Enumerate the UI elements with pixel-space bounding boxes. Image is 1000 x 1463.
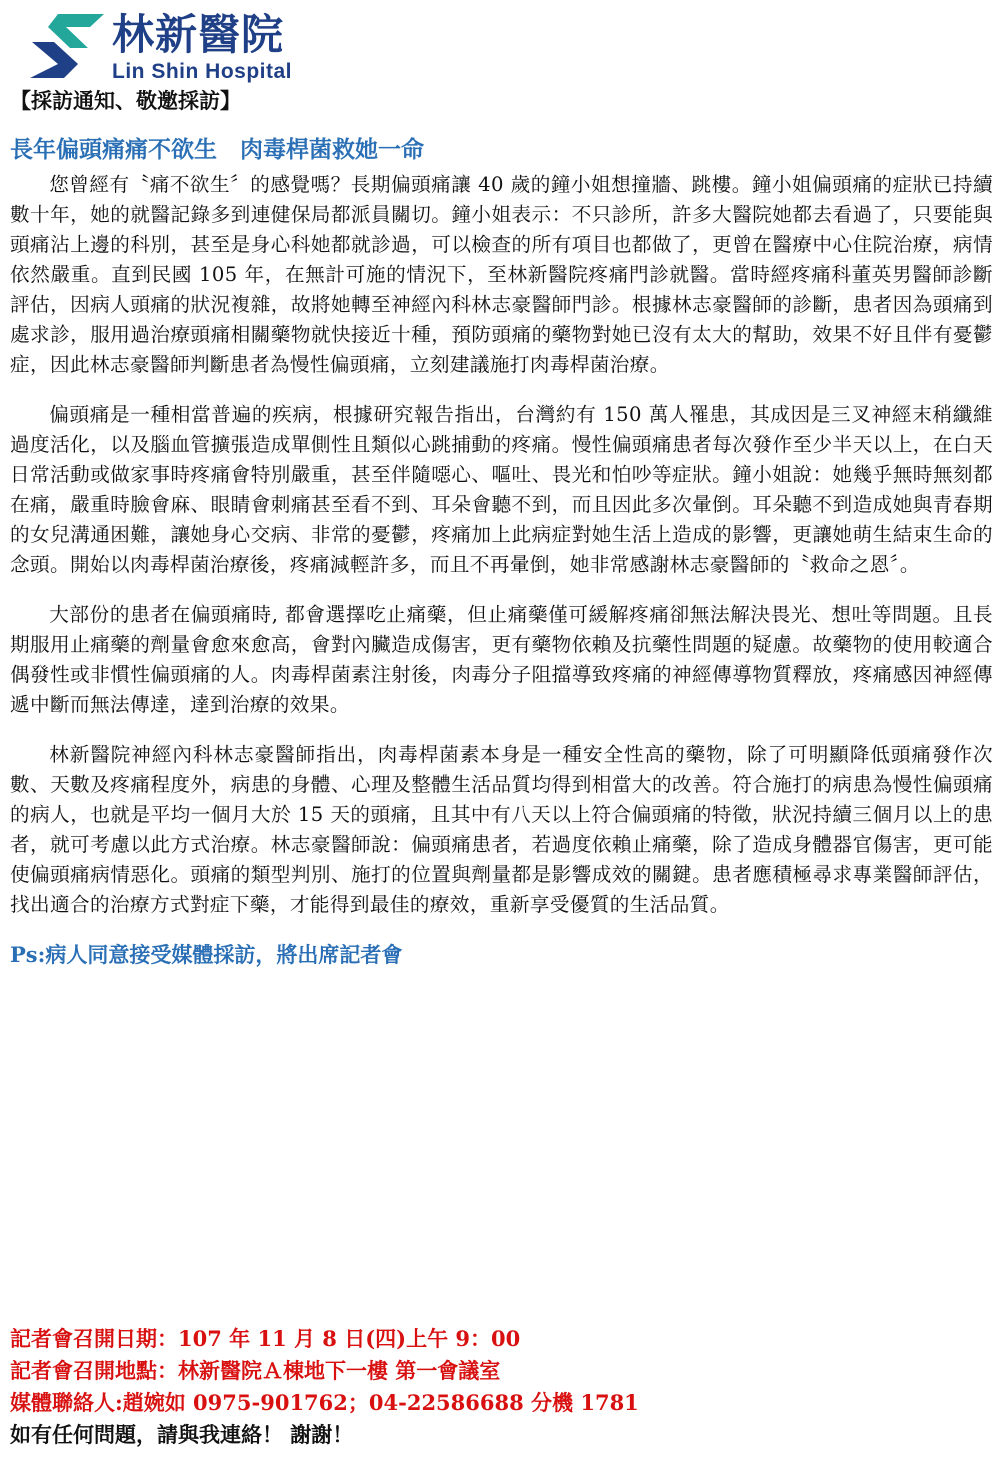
press-conference-place: 記者會召開地點：林新醫院Ａ棟地下一樓 第一會議室 — [10, 1358, 501, 1383]
media-contact: 媒體聯絡人:趙婉如 0975-901762；04-22586688 分機 1781 — [10, 1390, 639, 1415]
article-headline: 長年偏頭痛痛不欲生 肉毒桿菌救她一命 — [10, 136, 424, 163]
hospital-logo-icon — [28, 8, 108, 82]
interview-notice-heading: 【採訪通知、敬邀採訪】 — [10, 88, 241, 113]
article-paragraph-1: 您曾經有〝痛不欲生〞的感覺嗎？長期偏頭痛讓 40 歲的鐘小姐想撞牆、跳樓。鐘小姐偏頭痛的症狀已持續數十年，她的就醫記錄多到連健保局都派員關切。鐘小姐表示：不只診所，許多大醫院她都去看過了，只要能與頭痛沾上邊的科別，甚至是身心科她都就診過，可以檢查的所有項目也都做了，更曾在醫療中心住院治療，病情依然嚴重。直到民國 105 年，在無計可施的情況下，至林新醫院疼痛門診就醫。當時經疼痛科董英男醫師診斷評估，因病人頭痛的狀況複雜，故將她轉至神經內科林志豪醫師門診。根據林志豪醫師的診斷，患者因為頭痛到處求診，服用過治療頭痛相關藥物就快接近十種，預防頭痛的藥物對她已沒有太大的幫助，效果不好且伴有憂鬱症，因此林志豪醫師判斷患者為慢性偏頭痛，立刻建議施打肉毒桿菌治療。 — [10, 173, 993, 376]
hospital-name-cn: 林新醫院 — [112, 10, 285, 59]
hospital-name-en: Lin Shin Hospital — [112, 60, 292, 83]
article-paragraph-4: 林新醫院神經內科林志豪醫師指出，肉毒桿菌素本身是一種安全性高的藥物，除了可明顯降低頭痛發作次數、天數及疼痛程度外，病患的身體、心理及整體生活品質均得到相當大的改善。符合施打的病患為慢性偏頭痛的病人，也就是平均一個月大於 15 天的頭痛，且其中有八天以上符合偏頭痛的特徵，狀況持續三個月以上的患者，就可考慮以此方式治療。林志豪醫師說：偏頭痛患者，若過度依賴止痛藥，除了造成身體器官傷害，更可能使偏頭痛病情惡化。頭痛的類型判別、施打的位置與劑量都是影響成效的關鍵。患者應積極尋求專業醫師評估，找出適合的治療方式對症下藥，才能得到最佳的療效，重新享受優質的生活品質。 — [10, 743, 993, 916]
article-body — [10, 170, 993, 970]
thanks-line: 如有任何問題，請與我連絡！ 謝謝！ — [10, 1422, 354, 1447]
article-paragraph-2: 偏頭痛是一種相當普遍的疾病，根據研究報告指出，台灣約有 150 萬人罹患，其成因是三叉神經末稍纖維過度活化，以及腦血管擴張造成單側性且類似心跳捕動的疼痛。慢性偏頭痛患者每次發作至少半天以上，在白天日常活動或做家事時疼痛會特別嚴重，甚至伴隨噁心、嘔吐、畏光和怕吵等症狀。鐘小姐說：她幾乎無時無刻都在痛，嚴重時臉會麻、眼睛會刺痛甚至看不到、耳朵會聽不到，而且因此多次暈倒。耳朵聽不到造成她與青春期的女兒溝通困難，讓她身心交病、非常的憂鬱，疼痛加上此病症對她生活上造成的影響，更讓她萌生結束生命的念頭。開始以肉毒桿菌治療後，疼痛減輕許多，而且不再暈倒，她非常感謝林志豪醫師的〝救命之恩〞。 — [10, 403, 993, 576]
article-paragraph-3: 大部份的患者在偏頭痛時, 都會選擇吃止痛藥，但止痛藥僅可緩解疼痛卻無法解決畏光、想吐等問題。且長期服用止痛藥的劑量會愈來愈高，會對內臟造成傷害，更有藥物依賴及抗藥性問題的疑慮。故藥物的使用較適合偶發性或非慣性偏頭痛的人。肉毒桿菌素注射後，肉毒分子阻擋導致疼痛的神經傳導物質釋放，疼痛感因神經傳遞中斷而無法傳達，達到治療的效果。 — [10, 603, 993, 716]
press-conference-date: 記者會召開日期：107 年 11 月 8 日(四)上午 9：00 — [10, 1326, 521, 1351]
press-conference-info — [10, 1323, 990, 1451]
ps-note: Ps:病人同意接受媒體採訪，將出席記者會 — [10, 942, 403, 967]
hospital-logo — [28, 8, 328, 86]
